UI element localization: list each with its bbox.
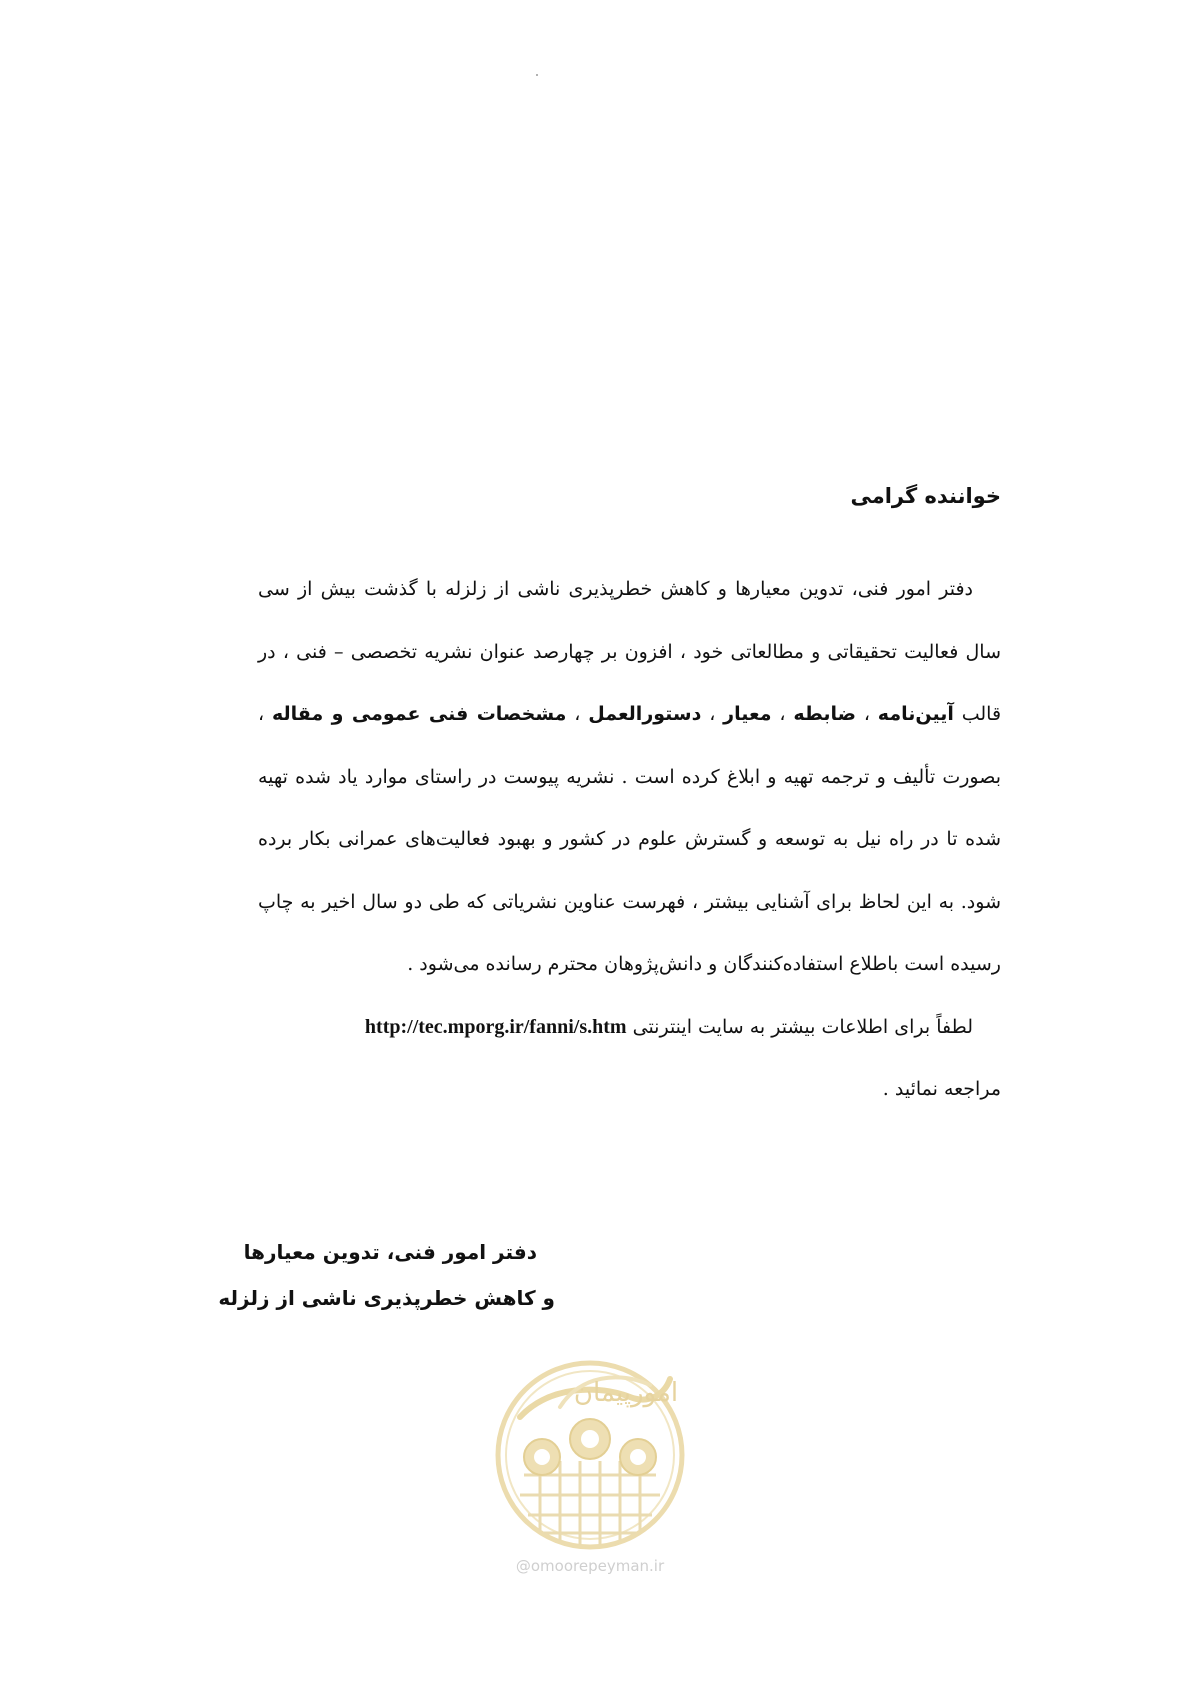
keyword: معیار (723, 703, 772, 725)
keyword: دستورالعمل (588, 703, 702, 725)
keyword: مشخصات فنی عمومی و مقاله (271, 703, 567, 725)
paragraph-website: لطفاً برای اطلاعات بیشتر به سایت اینترنتی http://tec.mporg.ir/fanni/s.htm مراجعه نمائید . (364, 1015, 1001, 1100)
watermark-text: امورپیمان (573, 1378, 679, 1408)
website-link[interactable]: http://tec.mporg.ir/fanni/s.htm (364, 1015, 627, 1038)
body-text (258, 558, 1001, 1121)
keyword: ضابطه (793, 703, 856, 725)
watermark-caption: @omoorepeyman.ir (515, 1557, 665, 1575)
signature-block (218, 1229, 555, 1321)
keyword: آیین‌نامه (877, 703, 954, 725)
gear-logo-icon (480, 1345, 700, 1585)
signature-line-2: و کاهش خطرپذیری ناشی از زلزله (218, 1286, 555, 1310)
signature-line-1: دفتر امور فنی، تدوین معیارها (243, 1240, 537, 1264)
paragraph-intro: دفتر امور فنی، تدوین معیارها و کاهش خطرپذیری ناشی از زلزله با گذشت بیش از سی سال فعالیت تحقیقاتی و مطالعاتی خود ، افزون بر چهارصد عنوان نشریه تخصصی – فنی ، در قالب آیین‌نامه ، ضابطه ، معیار ، دستورالعمل ، مشخصات فنی عمومی و مقاله ، بصورت تألیف و ترجمه تهیه و ابلاغ کرده است . نشریه پیوست در راستای موارد یاد شده تهیه شده تا در راه نیل به توسعه و گسترش علوم در کشور و بهبود فعالیت‌های عمرانی بکار برده شود. به این لحاظ برای آشنایی بیشتر ، فهرست عناوین نشریاتی که طی دو سال اخیر به چاپ رسیده است باطلاع استفاده‌کنندگان و دانش‌پژوهان محترم رسانده می‌شود . (258, 578, 1002, 975)
page-mark (536, 74, 538, 76)
page-title: خواننده گرامی (850, 484, 1001, 508)
watermark-logo (480, 1345, 700, 1585)
